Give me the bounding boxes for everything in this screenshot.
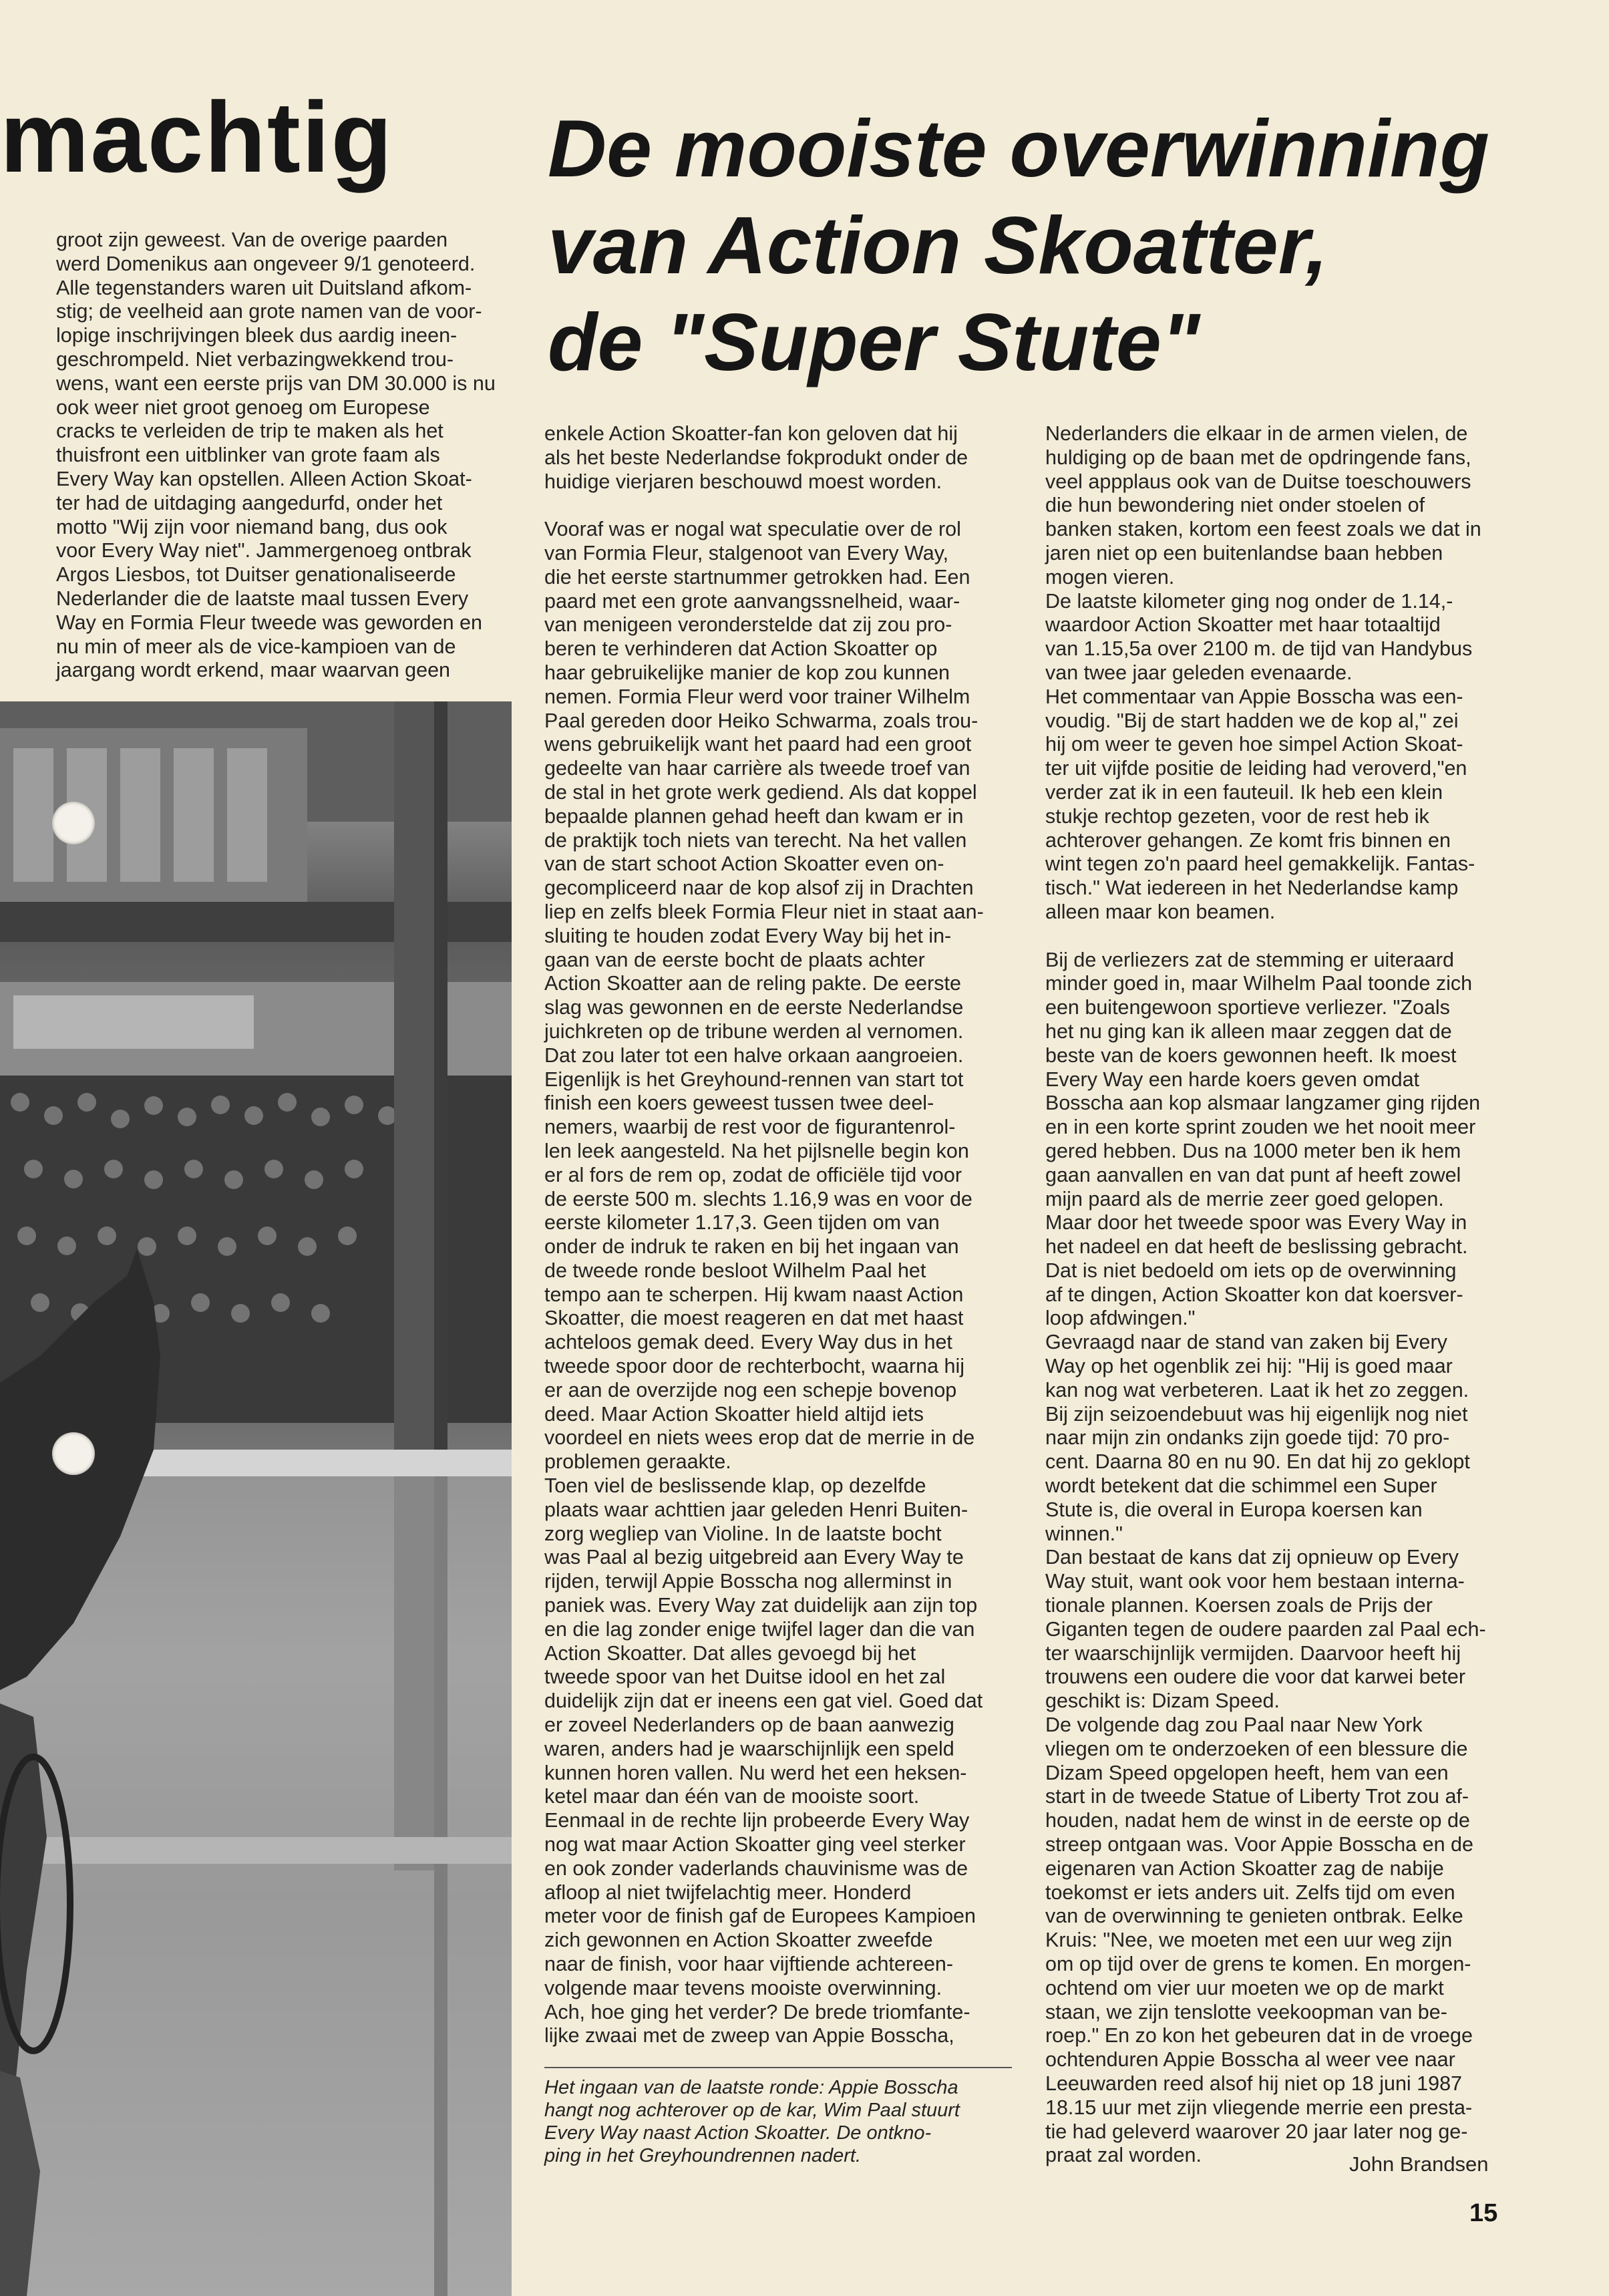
punch-hole [52,1432,95,1475]
caption-divider [544,2067,1012,2068]
photo-caption: Het ingaan van de laatste ronde: Appie Bosscha hangt nog achterover op de kar, Wim Paal stuurt Every Way naast Action Skoatter. De ontkno- ping in het Greyhoundrennen nadert. [544,2077,960,2166]
article-column-2: enkele Action Skoatter-fan kon geloven dat hij als het beste Nederlandse fokprodukt onder de huidige vierjaren beschouwd moest worden. Vooraf was er nogal wat speculatie over de rol van Formia Fleur, stalgenoot van Every Way, die het eerste startnummer getrokken had. Een paard met een grote aanvangssnelheid, waar- van menigeen veronderstelde dat zij zou pro- beren te verhinderen dat Action Skoatter op haar gebruikelijke manier de kop zou kunnen nemen. Formia Fleur werd voor trainer Wilhelm Paal gereden door Heiko Schwarma, zoals trou- wens gebruikelijk want het paard had een groot gedeelte van haar carrière als tweede troef van de stal in het grote werk gediend. Als dat koppel bepaalde plannen gehad heeft dan kwam er in de praktijk toch niets van terecht. Na het vallen van de start schoot Action Skoatter even on- gecompliceerd naar de kop alsof zij in Drachten liep en zelfs bleek Formia Fleur niet in staat aan- sluiting te houden zodat Every Way bij het in- gaan van de eerste bocht de plaats achter Action Skoatter aan de reling pakte. De eerste slag was gewonnen en de eerste Nederlandse juichkreten op de tribune werden al vernomen. Dat zou later tot een halve orkaan aangroeien. Eigenlijk is het Greyhound-rennen van start tot finish een koers geweest tussen twee deel- nemers, waarbij de rest voor de figurantenrol- len leek aangesteld. Na het pijlsnelle begin kon er al fors de rem op, zodat de officiële tijd voor de eerste 500 m. slechts 1.16,9 was en voor de eerste kilometer 1.17,3. Geen tijden om van onder de indruk te raken en bij het ingaan van de tweede ronde besloot Wilhelm Paal het tempo aan te scherpen. Hij kwam naast Action Skoatter, die moest reageren en dat met haast achteloos gemak deed. Every Way dus in het tweede spoor door de rechterbocht, waarna hij er aan de overzijde nog een schepje bovenop deed. Maar Action Skoatter hield altijd iets voordeel en niets wees erop dat de merrie in de problemen geraakte. Toen viel de beslissende klap, op dezelfde plaats waar achttien jaar geleden Henri Buiten- zorg wegliep van Violine. In de laatste bocht was Paal al bezig uitgebreid aan Every Way te rijden, terwijl Appie Bosscha nog allerminst in paniek was. Every Way zat duidelijk aan zijn top en die lag zonder enige twijfel lager dan die van Action Skoatter. Dat alles gevoegd bij het tweede spoor van het Duitse idool en het zal duidelijk zijn dat er ineens een gat viel. Goed dat er zoveel Nederlanders op de baan aanwezig waren, anders had je waarschijnlijk een speld kunnen horen vallen. Nu werd het een heksen- ketel maar dan één van de mooiste soort. Eenmaal in de rechte lijn probeerde Every Way nog wat maar Action Skoatter ging veel sterker en ook zonder vaderlands chauvinisme was de afloop al niet twijfelachtig meer. Honderd meter voor de finish gaf de Europees Kampioen zich gewonnen en Action Skoatter zweefde naar de finish, voor haar vijftiende achtereen- volgende maar tevens mooiste overwinning. Ach, hoe ging het verder? De brede triomfante- lijke zwaai met de zweep van Appie Bosscha, [544,422,984,2047]
race-photo [0,701,512,2296]
headline-fragment: machtig [0,81,394,193]
punch-hole [52,802,95,844]
page-number: 15 [1469,2199,1498,2227]
article-column-3: Nederlanders die elkaar in de armen vielen, de huldiging op de baan met de opdringende fans, veel appplaus ook van de Duitse toeschouwers die hun bewondering niet onder stoelen of banken staken, kortom een feest zoals we dat in jaren niet op een buitenlandse baan hebben mogen vieren. De laatste kilometer ging nog onder de 1.14,- waardoor Action Skoatter met haar totaaltijd van 1.15,5a over 2100 m. de tijd van Handybus van twee jaar geleden evenaarde. Het commentaar van Appie Bosscha was een- voudig. "Bij de start hadden we de kop al," zei hij om weer te geven hoe simpel Action Skoat- ter uit vijfde positie de leiding had veroverd,"en verder zat ik in een fauteuil. Ik heb een klein stukje rechtop gezeten, voor de rest heb ik achterover gehangen. Ze komt fris binnen en wint tegen zo'n paard heel gemakkelijk. Fantas- tisch." Wat iedereen in het Nederlandse kamp alleen maar kon beamen. Bij de verliezers zat de stemming er uiteraard minder goed in, maar Wilhelm Paal toonde zich een buitengewoon sportieve verliezer. "Zoals het nu ging kan ik alleen maar zeggen dat de beste van de koers gewonnen heeft. Ik moest Every Way een harde koers geven omdat Bosscha aan kop alsmaar langzamer ging rijden en in een korte sprint zouden we het nooit meer gered hebben. Dus na 1000 meter ben ik hem gaan aanvallen en van dat punt af heeft zowel mijn paard als de merrie zeer goed gelopen. Maar door het tweede spoor was Every Way in het nadeel en dat heeft de beslissing gebracht. Dat is niet bedoeld om iets op de overwinning af te dingen, Action Skoatter kon dat koersver- loop afdwingen." Gevraagd naar de stand van zaken bij Every Way op het ogenblik zei hij: "Hij is goed maar kan nog wat verbeteren. Laat ik het zo zeggen. Bij zijn seizoendebuut was hij eigenlijk nog niet naar mijn zin ondanks zijn goede tijd: 70 pro- cent. Daarna 80 en nu 90. En dat hij zo geklopt wordt betekent dat die schimmel een Super Stute is, die overal in Europa koersen kan winnen." Dan bestaat de kans dat zij opnieuw op Every Way stuit, want ook voor hem bestaan interna- tionale plannen. Koersen zoals de Prijs der Giganten tegen de oudere paarden zal Paal ech- ter waarschijnlijk vermijden. Daarvoor heeft hij trouwens een oudere die voor dat karwei beter geschikt is: Dizam Speed. De volgende dag zou Paal naar New York vliegen om te onderzoeken of een blessure die Dizam Speed opgelopen heeft, hem van een start in de tweede Statue of Liberty Trot zou af- houden, nadat hem de winst in de eerste op de streep ontgaan was. Voor Appie Bosscha en de eigenaren van Action Skoatter zag de nabije toekomst er iets anders uit. Zelfs tijd om even van de overwinning te genieten ontbrak. Eelke Kruis: "Nee, we moeten met een uur weg zijn om op tijd over de grens te komen. En morgen- ochtend om vier uur moeten we op de markt staan, we zijn tenslotte veekoopman van be- roep." En zo kon het gebeuren dat in de vroege ochtenduren Appie Bosscha al weer vee naar Leeuwarden reed alsof hij niet op 18 juni 1987 18.15 uur met zijn vliegende merrie een presta- tie had geleverd waarover 20 jaar later nog ge- praat zal worden. [1045,422,1486,2167]
article-column-1: groot zijn geweest. Van de overige paarden werd Domenikus aan ongeveer 9/1 genoteerd. Alle tegenstanders waren uit Duitsland afkom- stig; de veelheid aan grote namen van de voor- lopige inschrijvingen bleek dus aardig ineen- geschrompeld. Niet verbazingwekkend trou- wens, want een eerste prijs van DM 30.000 is nu ook weer niet groot genoeg om Europese cracks te verleiden de trip te maken als het thuisfront een uitblinker van grote faam als Every Way kan opstellen. Alleen Action Skoat- ter had de uitdaging aangedurfd, onder het motto "Wij zijn voor niemand bang, dus ook voor Every Way niet". Jammergenoeg ontbrak Argos Liesbos, tot Duitser genationaliseerde Nederlander die de laatste maal tussen Every Way en Formia Fleur tweede was geworden en nu min of meer als de vice-kampioen van de jaargang wordt erkend, maar waarvan geen [56,228,496,682]
race-photo-illustration [0,701,512,2296]
author-byline: John Brandsen [1349,2152,1489,2176]
article-headline: De mooiste overwinning van Action Skoatter, de "Super Stute" [548,103,1489,388]
